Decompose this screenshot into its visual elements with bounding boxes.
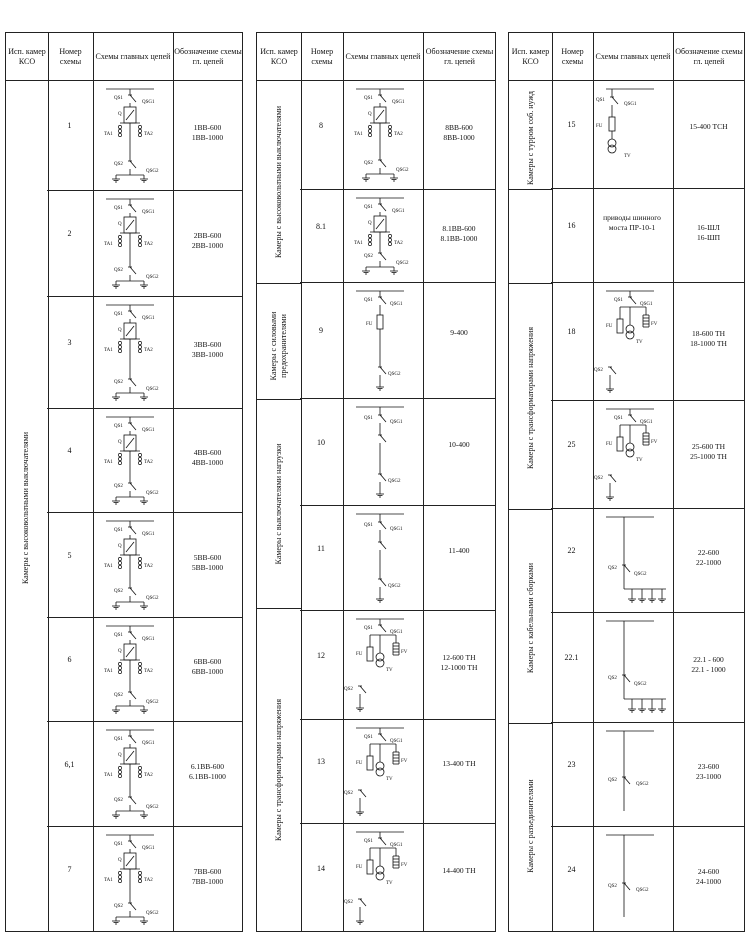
svg-text:QS1: QS1 xyxy=(614,298,623,303)
scheme-number: 12 xyxy=(317,650,325,660)
svg-text:TA1: TA1 xyxy=(104,132,113,137)
svg-text:TV: TV xyxy=(624,154,631,159)
header-cell-designation: Обозначение схемы гл. цепей xyxy=(173,33,243,81)
main-circuit-diagram xyxy=(592,285,672,397)
scheme-designation: 6ВВ-600 6ВВ-1000 xyxy=(191,657,224,676)
svg-text:QS1: QS1 xyxy=(364,626,373,631)
main-circuit-diagram xyxy=(592,83,672,185)
svg-text:FV: FV xyxy=(401,650,408,655)
svg-text:QSG2: QSG2 xyxy=(636,782,649,787)
group-label-aux-transformer: Камеры с турром соб. нужд xyxy=(526,91,535,186)
svg-text:QSG1: QSG1 xyxy=(390,420,403,425)
svg-text:QSG2: QSG2 xyxy=(146,387,159,392)
scheme-designation: 10-400 xyxy=(448,439,470,449)
svg-text:QS2: QS2 xyxy=(114,162,123,167)
row-separator xyxy=(551,722,745,723)
svg-text:QS1: QS1 xyxy=(364,523,373,528)
svg-text:QS2: QS2 xyxy=(608,884,617,889)
svg-text:QSG2: QSG2 xyxy=(634,572,647,577)
row-separator xyxy=(47,408,243,409)
svg-text:TA2: TA2 xyxy=(144,773,153,778)
svg-text:TV: TV xyxy=(386,881,393,886)
svg-text:TA2: TA2 xyxy=(394,132,403,137)
svg-text:QS2: QS2 xyxy=(608,676,617,681)
svg-text:QS2: QS2 xyxy=(608,778,617,783)
scheme-number: 1 xyxy=(67,121,72,130)
row-separator xyxy=(551,508,745,509)
svg-text:Q: Q xyxy=(368,112,372,117)
svg-text:FV: FV xyxy=(401,863,408,868)
scheme-designation: 16-ШЛ 16-ШП xyxy=(697,223,720,242)
svg-text:TA1: TA1 xyxy=(104,242,113,247)
svg-text:FU: FU xyxy=(606,324,613,329)
svg-text:TA2: TA2 xyxy=(144,242,153,247)
scheme-number: 22 xyxy=(567,546,576,555)
main-circuit-diagram xyxy=(342,285,422,395)
svg-text:QS2: QS2 xyxy=(114,484,123,489)
svg-text:QSG1: QSG1 xyxy=(142,428,155,433)
svg-text:QS1: QS1 xyxy=(364,839,373,844)
svg-text:QS1: QS1 xyxy=(364,298,373,303)
svg-text:QS2: QS2 xyxy=(114,904,123,909)
group-label-disconnectors: Камеры с разъединителями xyxy=(526,779,535,873)
svg-text:TA2: TA2 xyxy=(144,132,153,137)
svg-text:QS1: QS1 xyxy=(364,416,373,421)
row-separator xyxy=(300,189,496,190)
svg-text:QSG2: QSG2 xyxy=(388,372,401,377)
row-separator xyxy=(551,400,745,401)
svg-text:TA1: TA1 xyxy=(104,460,113,465)
row-separator xyxy=(47,617,243,618)
row-separator xyxy=(300,398,496,399)
scheme-designation: 4ВВ-600 4ВВ-1000 xyxy=(191,448,224,467)
svg-text:QSG2: QSG2 xyxy=(396,261,409,266)
group-label-vt: Камеры с трансформаторами напряжения xyxy=(526,327,535,469)
svg-text:QSG2: QSG2 xyxy=(636,888,649,893)
svg-text:QSG1: QSG1 xyxy=(392,100,405,105)
svg-text:Q: Q xyxy=(118,328,122,333)
svg-text:QS1: QS1 xyxy=(114,424,123,429)
drive-text: приводы шинного моста ПР-10-1 xyxy=(603,213,661,232)
svg-text:FU: FU xyxy=(356,865,363,870)
svg-text:FU: FU xyxy=(596,124,603,129)
main-circuit-diagram xyxy=(92,83,172,187)
scheme-designation: 22-600 22-1000 xyxy=(696,548,721,567)
svg-text:Q: Q xyxy=(118,858,122,863)
svg-text:TA2: TA2 xyxy=(144,564,153,569)
svg-text:QS1: QS1 xyxy=(364,205,373,210)
group-label-cable: Камеры с кабельными сборками xyxy=(526,562,535,674)
scheme-designation: 25-600 ТН 25-1000 ТН xyxy=(690,442,727,461)
svg-text:QSG1: QSG1 xyxy=(142,637,155,642)
scheme-designation: 9-400 xyxy=(450,328,468,337)
header-cell-designation: Обозначение схемы гл. цепей xyxy=(673,33,745,81)
scheme-number: 8.1 xyxy=(316,221,326,231)
svg-text:QSG2: QSG2 xyxy=(388,584,401,589)
header-cell-designation: Обозначение схемы гл. цепей xyxy=(423,33,496,81)
svg-text:TA1: TA1 xyxy=(354,132,363,137)
header-cell-exec: Исп. камер КСО xyxy=(257,33,301,81)
main-circuit-diagram xyxy=(342,83,422,186)
row-separator xyxy=(47,512,243,513)
row-separator xyxy=(300,282,496,283)
scheme-designation: 8ВВ-600 8ВВ-1000 xyxy=(443,122,475,142)
scheme-number: 16 xyxy=(567,221,576,230)
scheme-number: 18 xyxy=(567,327,576,336)
svg-text:TA1: TA1 xyxy=(104,564,113,569)
scheme-number: 2 xyxy=(67,229,72,238)
svg-text:Q: Q xyxy=(118,440,122,445)
main-circuit-diagram xyxy=(92,515,172,614)
svg-text:QSG1: QSG1 xyxy=(390,302,403,307)
svg-text:QSG2: QSG2 xyxy=(146,169,159,174)
svg-text:TV: TV xyxy=(386,777,393,782)
scheme-designation: 18-600 ТН 18-1000 ТН xyxy=(690,329,727,348)
row-separator xyxy=(47,296,243,297)
svg-text:QS2: QS2 xyxy=(344,791,353,796)
scheme-designation: 22.1 - 600 22.1 - 1000 xyxy=(691,655,726,674)
svg-text:QS2: QS2 xyxy=(364,161,373,166)
scheme-number: 25 xyxy=(567,440,576,449)
svg-text:QSG1: QSG1 xyxy=(142,741,155,746)
svg-text:QS2: QS2 xyxy=(114,798,123,803)
scheme-designation: 7ВВ-600 7ВВ-1000 xyxy=(191,867,224,886)
svg-text:QS1: QS1 xyxy=(596,98,605,103)
svg-text:QSG1: QSG1 xyxy=(392,209,405,214)
scheme-designation: 1ВВ-600 1ВВ-1000 xyxy=(191,123,224,142)
svg-text:Q: Q xyxy=(118,753,122,758)
svg-text:QS1: QS1 xyxy=(114,528,123,533)
main-circuit-diagram xyxy=(592,511,672,609)
svg-text:QSG2: QSG2 xyxy=(396,168,409,173)
svg-text:QSG2: QSG2 xyxy=(146,596,159,601)
svg-text:TA1: TA1 xyxy=(104,348,113,353)
header-cell-number: Номер схемы xyxy=(48,33,93,81)
svg-text:Q: Q xyxy=(118,222,122,227)
scheme-designation: 6.1ВВ-600 6.1ВВ-1000 xyxy=(189,761,226,781)
group-label-load-switches: Камеры с выключателями нагрузки xyxy=(274,443,283,565)
svg-text:QS2: QS2 xyxy=(594,476,603,481)
svg-text:QSG1: QSG1 xyxy=(142,532,155,537)
main-circuit-diagram xyxy=(592,615,672,719)
svg-text:QS2: QS2 xyxy=(594,368,603,373)
svg-text:Q: Q xyxy=(368,221,372,226)
svg-text:FV: FV xyxy=(401,759,408,764)
svg-text:Q: Q xyxy=(118,544,122,549)
svg-text:TA1: TA1 xyxy=(104,669,113,674)
main-circuit-diagram xyxy=(342,508,422,607)
scheme-number: 14 xyxy=(317,863,325,873)
svg-text:TA2: TA2 xyxy=(144,669,153,674)
group-label-fuses: Камеры с силовыми предохранителями xyxy=(269,311,288,381)
row-separator xyxy=(300,719,496,720)
header-cell-exec: Исп. камер КСО xyxy=(509,33,552,81)
svg-text:QS1: QS1 xyxy=(114,633,123,638)
svg-text:QS2: QS2 xyxy=(608,566,617,571)
svg-text:QSG1: QSG1 xyxy=(624,102,637,107)
scheme-designation: 14-400 ТН xyxy=(442,865,476,875)
svg-text:QS1: QS1 xyxy=(114,842,123,847)
row-separator xyxy=(300,610,496,611)
header-cell-scheme: Схемы главных цепей xyxy=(593,33,673,81)
row-separator xyxy=(47,190,243,191)
svg-text:TA2: TA2 xyxy=(394,241,403,246)
main-circuit-diagram xyxy=(592,829,672,929)
scheme-designation: 3ВВ-600 3ВВ-1000 xyxy=(191,340,224,359)
header-cell-exec: Исп. камер КСО xyxy=(6,33,48,81)
row-separator xyxy=(551,282,745,283)
svg-text:TA1: TA1 xyxy=(104,773,113,778)
svg-text:QS2: QS2 xyxy=(114,693,123,698)
scheme-designation: 11-400 xyxy=(448,545,470,555)
scheme-number: 10 xyxy=(317,437,325,447)
svg-text:QS2: QS2 xyxy=(114,380,123,385)
svg-text:QSG1: QSG1 xyxy=(640,420,653,425)
scheme-number: 6 xyxy=(67,655,72,664)
svg-text:QS2: QS2 xyxy=(114,589,123,594)
svg-text:QSG1: QSG1 xyxy=(390,527,403,532)
group-label-hv-breakers: Камеры с высоковольтными выключателями xyxy=(274,105,283,259)
svg-text:QSG2: QSG2 xyxy=(146,805,159,810)
main-circuit-diagram xyxy=(92,620,172,718)
scheme-number: 23 xyxy=(567,760,576,769)
svg-text:QS1: QS1 xyxy=(114,96,123,101)
scheme-number: 6,1 xyxy=(64,759,75,769)
scheme-number: 7 xyxy=(67,865,72,874)
scheme-number: 22.1 xyxy=(564,653,579,662)
svg-text:TA2: TA2 xyxy=(144,460,153,465)
svg-text:QS2: QS2 xyxy=(344,687,353,692)
svg-text:QS1: QS1 xyxy=(614,416,623,421)
row-separator xyxy=(551,612,745,613)
scheme-number: 3 xyxy=(67,338,72,347)
row-separator xyxy=(47,721,243,722)
header-cell-number: Номер схемы xyxy=(552,33,593,81)
svg-text:QSG2: QSG2 xyxy=(388,479,401,484)
svg-text:QSG1: QSG1 xyxy=(142,316,155,321)
svg-text:QSG2: QSG2 xyxy=(146,275,159,280)
svg-text:QS1: QS1 xyxy=(114,206,123,211)
row-separator xyxy=(551,826,745,827)
scheme-designation: 2ВВ-600 2ВВ-1000 xyxy=(191,231,224,250)
svg-text:FU: FU xyxy=(356,761,363,766)
main-circuit-diagram xyxy=(342,401,422,502)
scheme-designation: 24-600 24-1000 xyxy=(696,867,721,886)
scheme-number: 13 xyxy=(317,757,325,766)
main-circuit-diagram xyxy=(92,724,172,823)
svg-text:TV: TV xyxy=(386,668,393,673)
row-separator xyxy=(300,823,496,824)
row-separator xyxy=(47,826,243,827)
main-circuit-diagram xyxy=(342,613,422,716)
svg-text:QSG2: QSG2 xyxy=(146,491,159,496)
scheme-number: 5 xyxy=(67,550,72,560)
svg-text:QSG1: QSG1 xyxy=(640,302,653,307)
svg-text:QSG2: QSG2 xyxy=(146,911,159,916)
scheme-designation: 12-600 ТН 12-1000 ТН xyxy=(440,652,478,672)
svg-text:FV: FV xyxy=(651,440,658,445)
scheme-number: 15 xyxy=(567,120,576,129)
svg-text:QS1: QS1 xyxy=(364,96,373,101)
svg-text:QS2: QS2 xyxy=(364,254,373,259)
main-circuit-diagram xyxy=(92,299,172,405)
svg-text:QS1: QS1 xyxy=(114,737,123,742)
svg-text:QS2: QS2 xyxy=(344,900,353,905)
svg-text:TV: TV xyxy=(636,458,643,463)
group-label-hv-breakers: Камеры с высоковольтными выключателями xyxy=(21,431,30,585)
svg-text:FV: FV xyxy=(651,322,658,327)
group-label-vt: Камеры с трансформаторами напряжения xyxy=(274,699,283,841)
svg-text:FU: FU xyxy=(356,652,363,657)
scheme-number: 11 xyxy=(317,543,325,553)
scheme-designation: 23-600 23-1000 xyxy=(696,762,721,781)
scheme-designation: 8.1ВВ-600 8.1ВВ-1000 xyxy=(440,223,478,243)
main-circuit-diagram xyxy=(342,192,422,279)
svg-text:Q: Q xyxy=(118,112,122,117)
main-circuit-diagram xyxy=(92,411,172,509)
header-cell-number: Номер схемы xyxy=(301,33,343,81)
scheme-designation: 13-400 ТН xyxy=(442,759,476,768)
scheme-number: 4 xyxy=(67,446,72,455)
scheme-number: 9 xyxy=(319,326,323,335)
svg-text:QSG1: QSG1 xyxy=(390,630,403,635)
main-circuit-diagram xyxy=(342,722,422,820)
svg-text:QSG1: QSG1 xyxy=(390,739,403,744)
scheme-designation: 5ВВ-600 5ВВ-1000 xyxy=(191,552,224,572)
svg-text:FU: FU xyxy=(366,322,373,327)
svg-text:QSG1: QSG1 xyxy=(142,210,155,215)
svg-text:TV: TV xyxy=(636,340,643,345)
svg-text:QSG1: QSG1 xyxy=(142,846,155,851)
svg-text:QS1: QS1 xyxy=(114,312,123,317)
svg-text:QSG1: QSG1 xyxy=(142,100,155,105)
svg-text:FU: FU xyxy=(606,442,613,447)
svg-text:TA2: TA2 xyxy=(144,878,153,883)
main-circuit-diagram xyxy=(342,826,422,929)
svg-text:TA2: TA2 xyxy=(144,348,153,353)
main-circuit-diagram xyxy=(92,829,172,929)
scheme-designation: 15-400 ТСН xyxy=(689,122,728,131)
svg-text:QSG2: QSG2 xyxy=(634,682,647,687)
row-separator xyxy=(300,505,496,506)
svg-text:QS2: QS2 xyxy=(114,268,123,273)
main-circuit-diagram xyxy=(592,403,672,505)
main-circuit-diagram xyxy=(92,193,172,293)
row-separator xyxy=(551,188,745,189)
scheme-number: 8 xyxy=(319,120,323,130)
header-cell-scheme: Схемы главных цепей xyxy=(343,33,423,81)
svg-text:QSG2: QSG2 xyxy=(146,700,159,705)
svg-text:TA1: TA1 xyxy=(354,241,363,246)
svg-text:QS1: QS1 xyxy=(364,735,373,740)
svg-text:QSG1: QSG1 xyxy=(390,843,403,848)
header-cell-scheme: Схемы главных цепей xyxy=(93,33,173,81)
scheme-number: 24 xyxy=(567,865,576,874)
svg-text:TA1: TA1 xyxy=(104,878,113,883)
svg-text:Q: Q xyxy=(118,649,122,654)
main-circuit-diagram xyxy=(592,725,672,823)
